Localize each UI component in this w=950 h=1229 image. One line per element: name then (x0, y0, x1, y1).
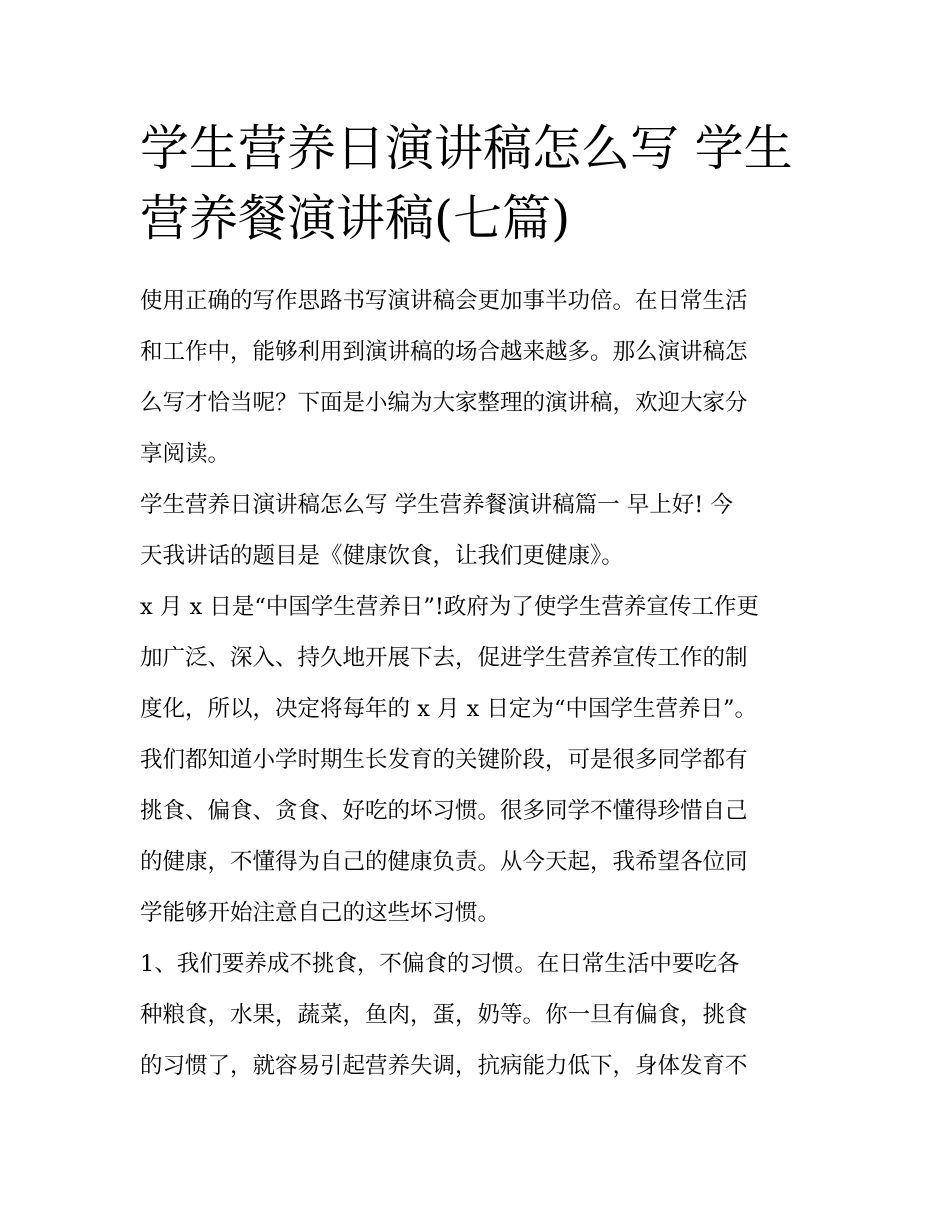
paragraph-speech-opening: 学生营养日演讲稿怎么写 学生营养餐演讲稿篇一 早上好! 今 天我讲话的题目是《健康饮食，让我们更健康》。 (140, 492, 733, 569)
paragraph-point-one: 1、我们要养成不挑食，不偏食的习惯。在日常生活中要吃各 种粮食，水果，蔬菜，鱼肉，蛋，奶等。你一旦有偏食，挑食 的习惯了，就容易引起营养失调，抗病能力低下，身体发育不 (140, 951, 748, 1079)
paragraph-nutrition-day: x 月 x 日是“中国学生营养日”!政府为了使学生营养宣传工作更 加广泛、深入、持久地开展下去，促进学生营养宣传工作的制 度化，所以，决定将每年的 x 月 x 日定为“中国学生营养日”。 (140, 594, 759, 722)
document-title: 学生营养日演讲稿怎么写 学生 营养餐演讲稿(七篇) (140, 120, 793, 247)
paragraph-intro: 使用正确的写作思路书写演讲稿会更加事半功倍。在日常生活 和工作中，能够利用到演讲稿的场合越来越多。那么演讲稿怎 么写才恰当呢？下面是小编为大家整理的演讲稿，欢迎大家分 享阅读。 (140, 288, 748, 467)
paragraph-bad-habits: 我们都知道小学时期生长发育的关键阶段，可是很多同学都有 挑食、偏食、贪食、好吃的坏习惯。很多同学不懂得珍惜自己 的健康，不懂得为自己的健康负责。从今天起，我希望各位同 学能够开始注意自己的这些坏习惯。 (140, 747, 748, 926)
